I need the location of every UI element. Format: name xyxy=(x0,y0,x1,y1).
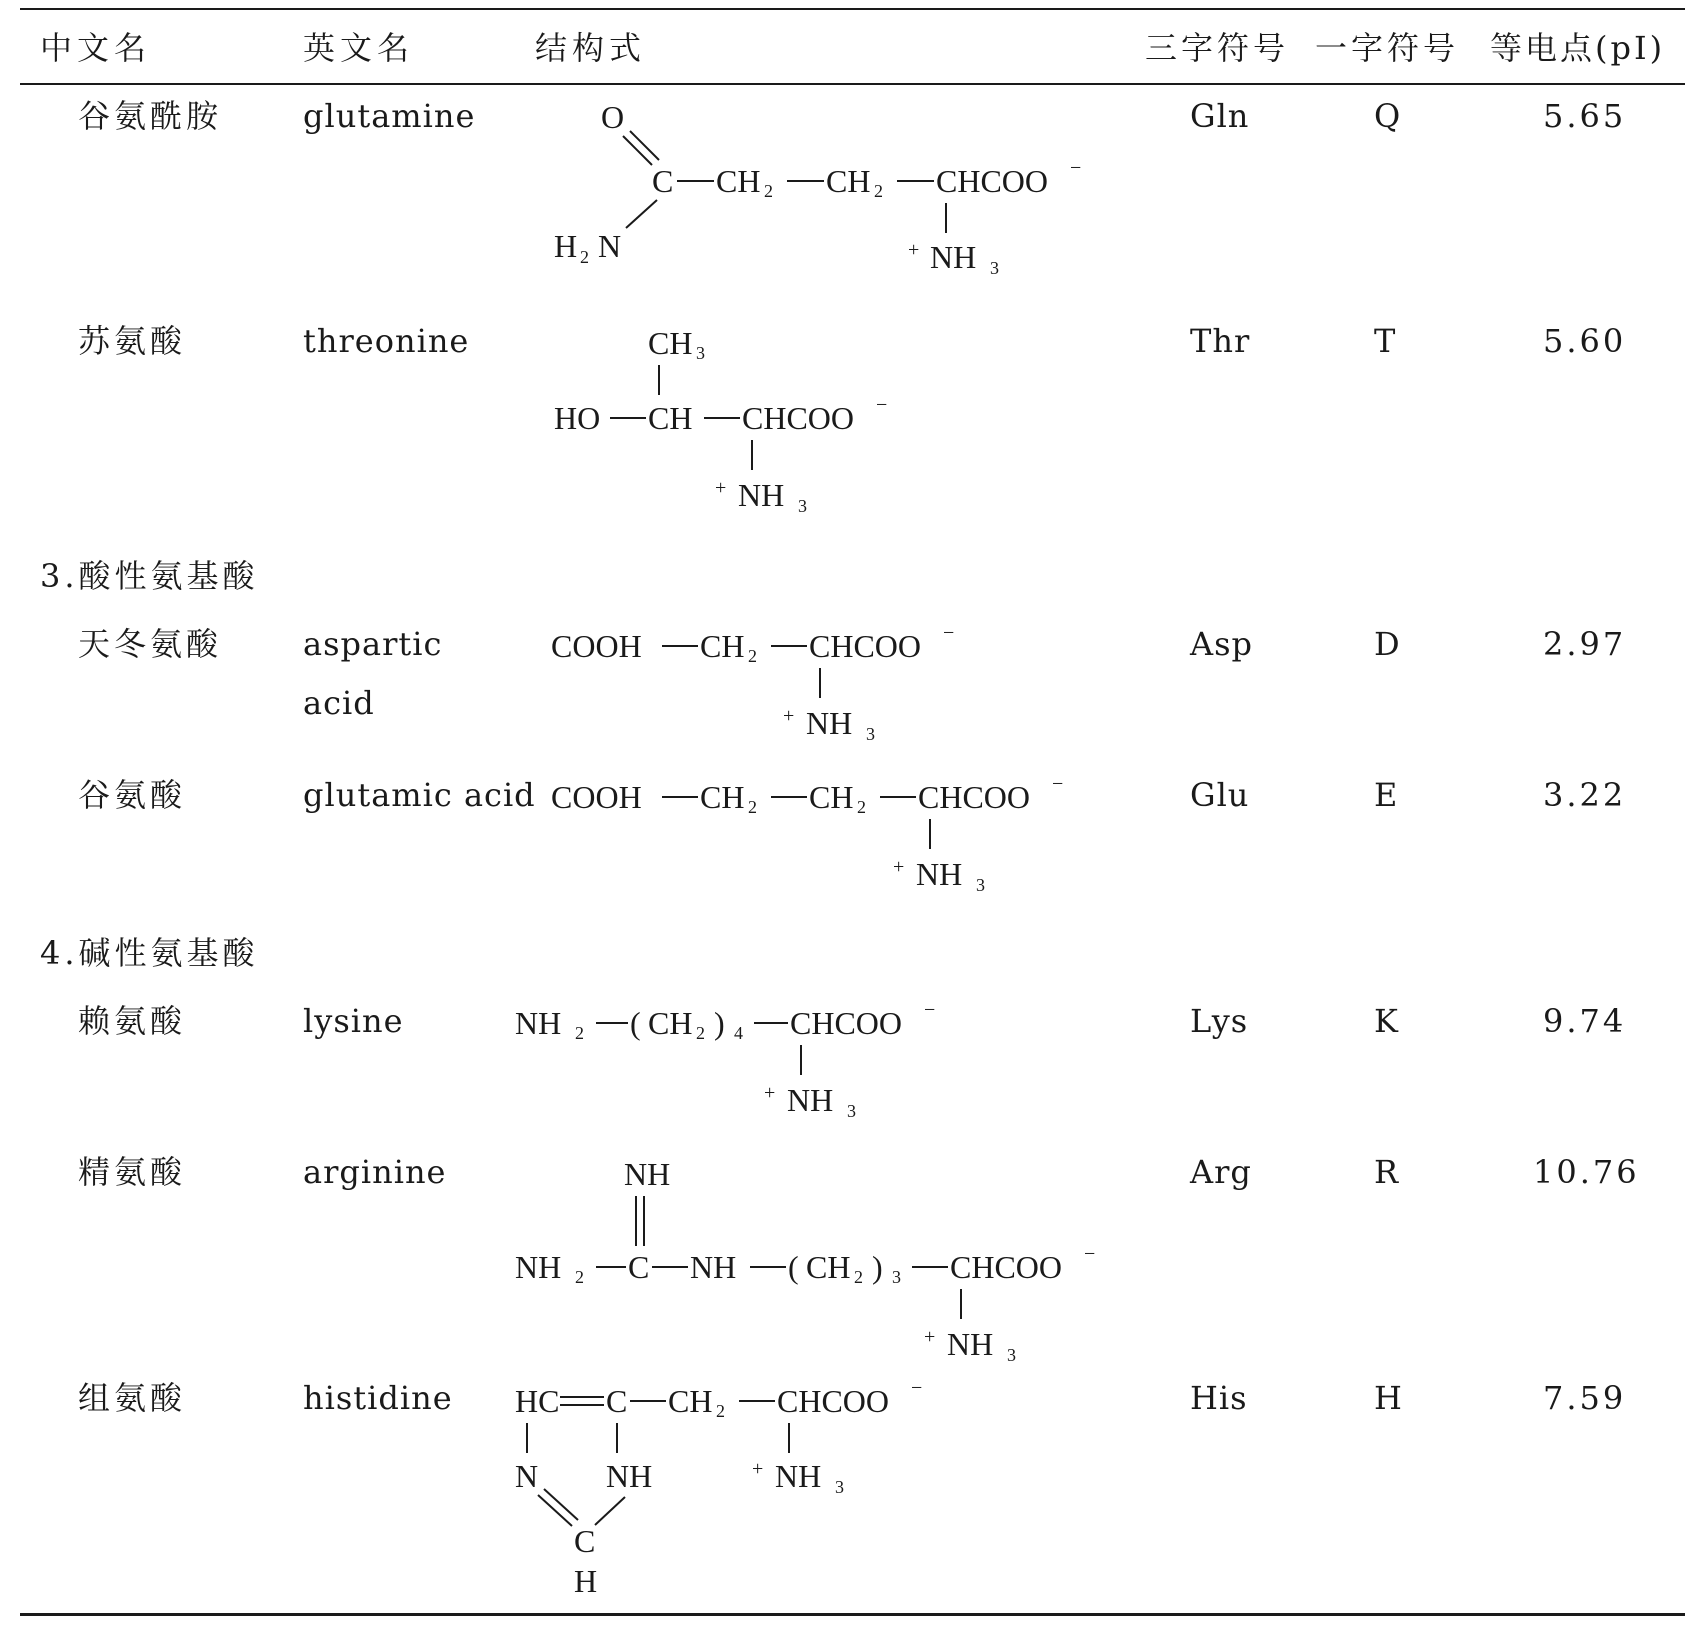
arg-nh3: NH xyxy=(947,1326,994,1362)
gln-ch2-b: CH xyxy=(826,163,871,199)
glu-nh3: NH xyxy=(916,856,963,892)
arg-nh-top: NH xyxy=(624,1156,671,1192)
gln-nh3-plus: + xyxy=(908,239,920,261)
lys-nh2-sub: 2 xyxy=(575,1023,584,1043)
row-arg-cn: 精氨酸 xyxy=(78,1153,187,1191)
row-gln-one: Q xyxy=(1374,97,1402,135)
lys-nh3: NH xyxy=(787,1082,834,1118)
thr-nh3: NH xyxy=(738,477,785,513)
thr-chcoo-minus: − xyxy=(876,394,888,416)
his-hc: HC xyxy=(515,1383,560,1419)
lys-nh2: NH xyxy=(515,1005,562,1041)
gln-h2n-sub: 2 xyxy=(580,247,589,267)
row-glu-three: Glu xyxy=(1190,776,1250,814)
gln-ch2-b-sub: 2 xyxy=(874,181,883,201)
glu-chcoo-minus: − xyxy=(1052,773,1064,795)
row-asp-one: D xyxy=(1374,625,1401,663)
arg-chcoo-minus: − xyxy=(1084,1243,1096,1265)
his-ch2-sub: 2 xyxy=(716,1401,725,1421)
his-nh3-plus: + xyxy=(752,1458,764,1480)
asp-nh3: NH xyxy=(806,705,853,741)
row-arg-en: arginine xyxy=(303,1153,447,1191)
his-ring-bottom-right-bond xyxy=(595,1497,625,1525)
thr-ch3: CH xyxy=(648,325,693,361)
row-lys-one: K xyxy=(1374,1002,1399,1040)
arg-nh3-plus: + xyxy=(924,1326,936,1348)
gln-ch2-a: CH xyxy=(716,163,761,199)
his-ch2: CH xyxy=(668,1383,713,1419)
row-lys-three: Lys xyxy=(1190,1002,1249,1040)
arg-ch2-sub: 2 xyxy=(854,1267,863,1287)
thr-ho: HO xyxy=(554,400,601,436)
row-glu-one: E xyxy=(1374,776,1399,814)
asp-chcoo: CHCOO xyxy=(809,628,922,664)
row-arg-three: Arg xyxy=(1190,1153,1252,1191)
thr-chcoo: CHCOO xyxy=(742,400,855,436)
arg-chcoo: CHCOO xyxy=(950,1249,1063,1285)
row-thr-one: T xyxy=(1374,322,1397,360)
row-thr-cn: 苏氨酸 xyxy=(78,322,187,360)
section-acidic-amino-acids: 3.酸性氨基酸 xyxy=(40,557,259,595)
glu-ch2-b-sub: 2 xyxy=(857,797,866,817)
arg-nh2-sub: 2 xyxy=(575,1267,584,1287)
header-one-letter: 一字符号 xyxy=(1315,29,1460,67)
row-glu-pi: 3.22 xyxy=(1543,776,1627,814)
arg-ch2: CH xyxy=(806,1249,851,1285)
gln-nh3-sub: 3 xyxy=(990,258,999,278)
lys-nh3-plus: + xyxy=(764,1082,776,1104)
asp-ch2: CH xyxy=(700,628,745,664)
row-asp-three: Asp xyxy=(1190,625,1254,663)
lys-ch2: CH xyxy=(648,1005,693,1041)
asp-ch2-sub: 2 xyxy=(748,646,757,666)
glu-ch2-a: CH xyxy=(700,779,745,815)
gln-h2n-n: N xyxy=(598,228,622,264)
lys-chcoo-minus: − xyxy=(924,999,936,1021)
header-three-letter: 三字符号 xyxy=(1145,29,1290,67)
thr-ch: CH xyxy=(648,400,693,436)
gln-ch2-a-sub: 2 xyxy=(764,181,773,201)
header-structure: 结构式 xyxy=(535,29,647,67)
glu-cooh: COOH xyxy=(551,779,642,815)
row-lys-cn: 赖氨酸 xyxy=(78,1002,187,1040)
thr-nh3-plus: + xyxy=(715,477,727,499)
row-asp-cn: 天冬氨酸 xyxy=(78,625,223,663)
row-arg-one: R xyxy=(1374,1153,1400,1191)
row-asp-en: aspartic xyxy=(303,625,443,663)
row-his-en: histidine xyxy=(303,1379,453,1417)
gln-o: O xyxy=(601,99,625,135)
lys-sub4: 4 xyxy=(734,1023,743,1043)
glu-nh3-sub: 3 xyxy=(976,875,985,895)
his-nh-ring: NH xyxy=(606,1458,653,1494)
row-gln-en: glutamine xyxy=(303,97,476,135)
arg-paren-close: ) xyxy=(872,1249,883,1285)
row-his-cn: 组氨酸 xyxy=(78,1379,187,1417)
glu-ch2-a-sub: 2 xyxy=(748,797,757,817)
lys-ch2-sub: 2 xyxy=(696,1023,705,1043)
lys-paren-open: ( xyxy=(630,1005,641,1041)
his-n: N xyxy=(515,1458,539,1494)
his-chcoo: CHCOO xyxy=(777,1383,890,1419)
gln-chcoo-minus: − xyxy=(1070,157,1082,179)
header-english-name: 英文名 xyxy=(303,29,415,67)
glu-chcoo: CHCOO xyxy=(918,779,1031,815)
arg-paren-open: ( xyxy=(788,1249,799,1285)
gln-chcoo: CHCOO xyxy=(936,163,1049,199)
row-his-pi: 7.59 xyxy=(1543,1379,1627,1417)
row-lys-en: lysine xyxy=(303,1002,404,1040)
asp-cooh: COOH xyxy=(551,628,642,664)
his-h-bottom: H xyxy=(574,1563,598,1599)
arg-nh2: NH xyxy=(515,1249,562,1285)
row-his-three: His xyxy=(1190,1379,1248,1417)
row-asp-en-line2: acid xyxy=(303,684,375,722)
lys-chcoo: CHCOO xyxy=(790,1005,903,1041)
his-c: C xyxy=(606,1383,628,1419)
row-thr-pi: 5.60 xyxy=(1543,322,1627,360)
glu-ch2-b: CH xyxy=(809,779,854,815)
thr-ch3-sub: 3 xyxy=(696,343,705,363)
section-basic-amino-acids: 4.碱性氨基酸 xyxy=(40,934,259,972)
row-gln-cn: 谷氨酰胺 xyxy=(78,97,223,135)
his-chcoo-minus: − xyxy=(911,1377,923,1399)
his-c-bottom: C xyxy=(574,1523,596,1559)
arg-nh-mid: NH xyxy=(690,1249,737,1285)
arg-nh3-sub: 3 xyxy=(1007,1345,1016,1365)
row-asp-pi: 2.97 xyxy=(1543,625,1627,663)
row-gln-pi: 5.65 xyxy=(1543,97,1627,135)
asp-nh3-plus: + xyxy=(783,705,795,727)
row-lys-pi: 9.74 xyxy=(1543,1002,1627,1040)
thr-nh3-sub: 3 xyxy=(798,496,807,516)
glu-nh3-plus: + xyxy=(893,856,905,878)
row-glu-cn: 谷氨酸 xyxy=(78,776,187,814)
header-chinese-name: 中文名 xyxy=(40,29,152,67)
asp-chcoo-minus: − xyxy=(943,622,955,644)
row-thr-en: threonine xyxy=(303,322,470,360)
gln-h2n-h: H xyxy=(554,228,578,264)
row-thr-three: Thr xyxy=(1190,322,1251,360)
row-glu-en: glutamic acid xyxy=(303,776,536,814)
arg-sub3: 3 xyxy=(892,1267,901,1287)
gln-nh3: NH xyxy=(930,239,977,275)
his-nh3-sub: 3 xyxy=(835,1477,844,1497)
gln-c: C xyxy=(652,163,674,199)
lys-nh3-sub: 3 xyxy=(847,1101,856,1121)
row-gln-three: Gln xyxy=(1190,97,1250,135)
row-arg-pi: 10.76 xyxy=(1533,1153,1640,1191)
header-pi: 等电点(pI) xyxy=(1490,29,1666,67)
his-nh3: NH xyxy=(775,1458,822,1494)
asp-nh3-sub: 3 xyxy=(866,724,875,744)
lys-paren-close: ) xyxy=(714,1005,725,1041)
arg-c: C xyxy=(628,1249,650,1285)
row-his-one: H xyxy=(1374,1379,1403,1417)
